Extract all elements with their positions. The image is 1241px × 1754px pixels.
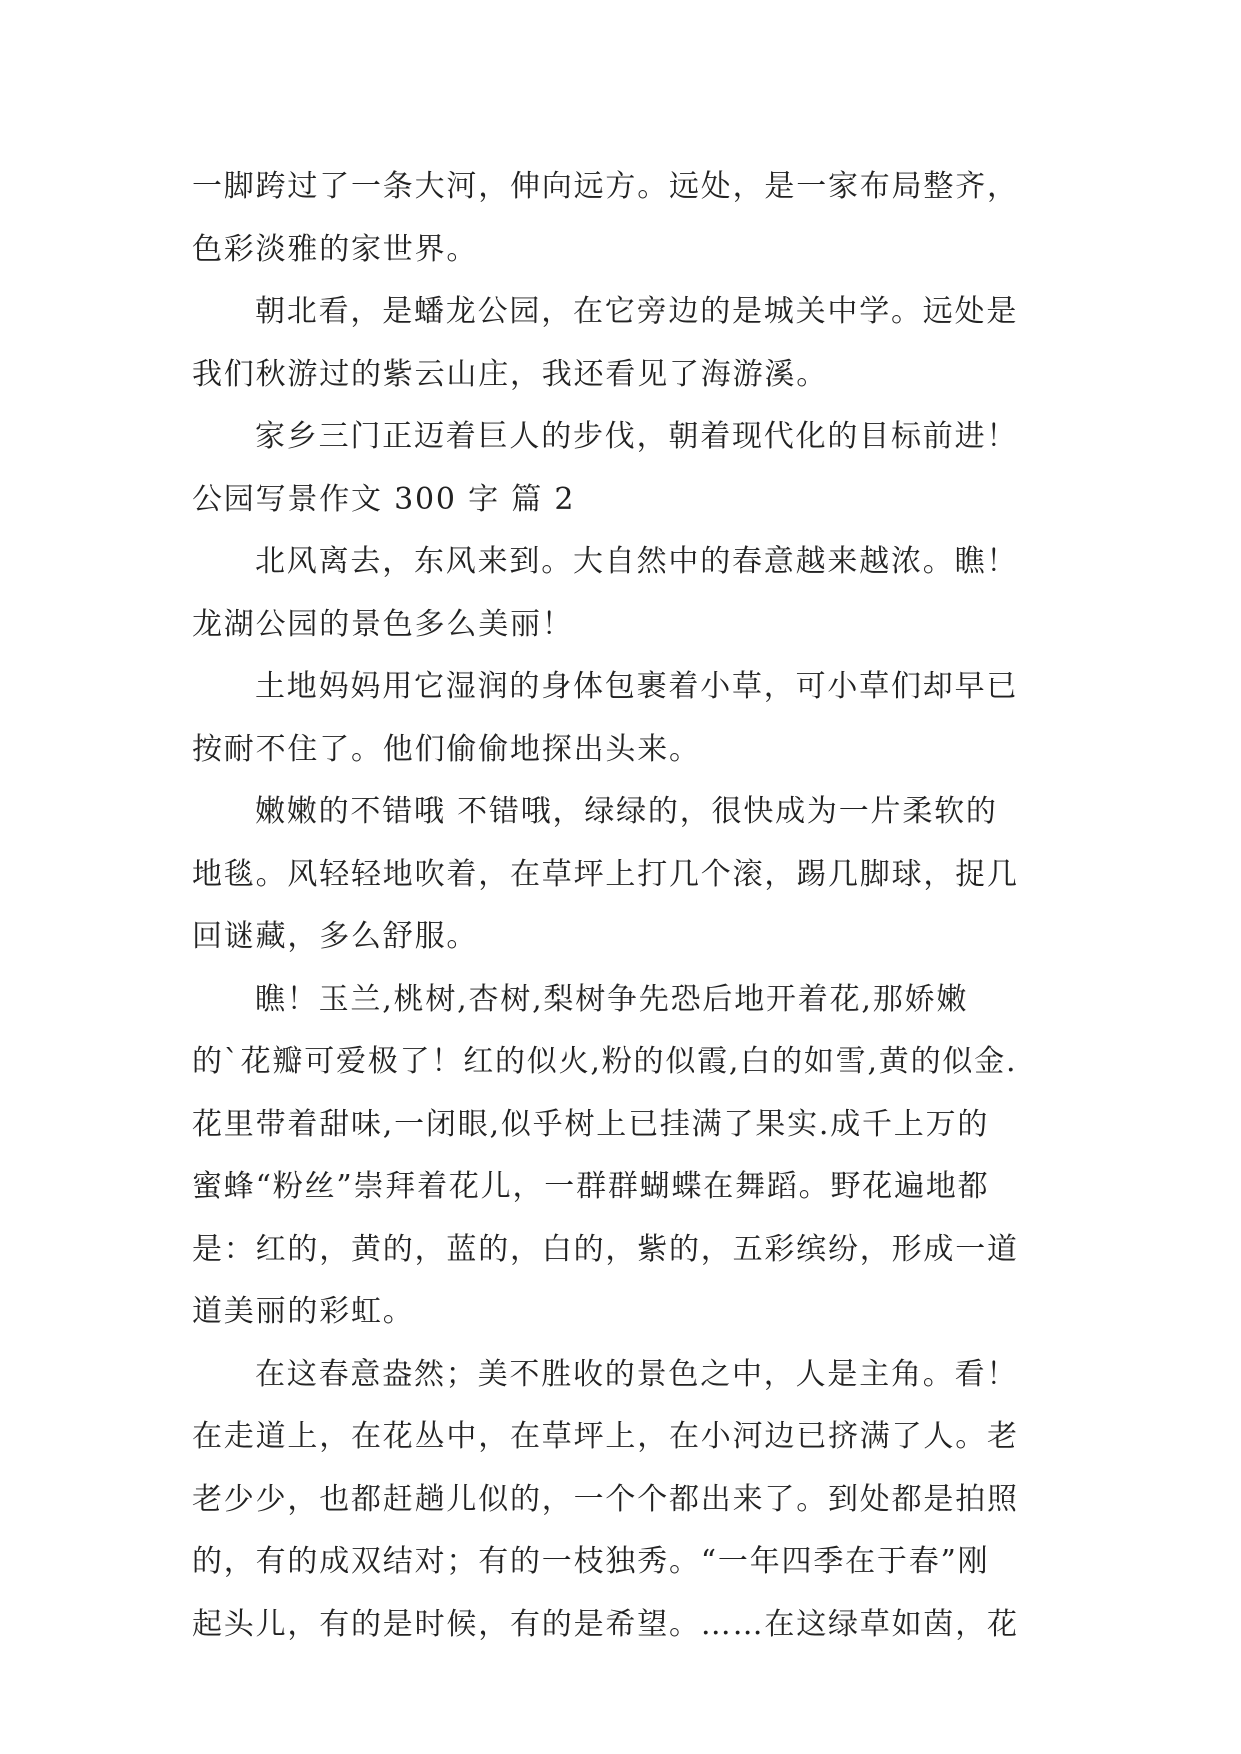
- text-line: 龙湖公园的景色多么美丽！: [192, 606, 574, 642]
- paragraph-first-line: 瞧！玉兰,桃树,杏树,梨树争先恐后地开着花,那娇嫩: [255, 981, 969, 1017]
- paragraph-first-line: 嫩嫩的不错哦 不错哦，绿绿的，很快成为一片柔软的: [255, 794, 998, 829]
- text-line: 老少少，也都赶趟儿似的，一个个都出来了。到处都是拍照: [192, 1481, 1019, 1517]
- text-line: 我们秋游过的紫云山庄，我还看见了海游溪。: [192, 356, 828, 392]
- text-line: 按耐不住了。他们偷偷地探出头来。: [192, 731, 701, 767]
- document-body: [192, 156, 1052, 1656]
- paragraph-first-line: 北风离去，东风来到。大自然中的春意越来越浓。瞧！: [255, 544, 1019, 579]
- text-line: 在走道上，在花丛中，在草坪上，在小河边已挤满了人。老: [192, 1419, 1019, 1454]
- text-line: 色彩淡雅的家世界。: [192, 231, 479, 267]
- text-line: 的，有的成双结对；有的一枝独秀。“一年四季在于春”刚: [192, 1544, 990, 1579]
- paragraph-first-line: 土地妈妈用它湿润的身体包裹着小草，可小草们却早已: [255, 669, 1019, 704]
- paragraph-first-line: 家乡三门正迈着巨人的步伐，朝着现代化的目标前进！: [255, 419, 1019, 454]
- text-line: 花里带着甜味,一闭眼,似乎树上已挂满了果实.成千上万的: [192, 1106, 990, 1142]
- text-line: 回谜藏，多么舒服。: [192, 919, 479, 954]
- text-line: 是：红的，黄的，蓝的，白的，紫的，五彩缤纷，形成一道: [192, 1231, 1019, 1267]
- paragraph-first-line: 在这春意盎然；美不胜收的景色之中，人是主角。看！: [255, 1356, 1019, 1392]
- text-line: 起头儿，有的是时候，有的是希望。……在这绿草如茵，花: [192, 1606, 1019, 1642]
- text-line: 道美丽的彩虹。: [192, 1294, 415, 1329]
- text-line: 一脚跨过了一条大河，伸向远方。远处，是一家布局整齐，: [192, 169, 1019, 204]
- text-line: 地毯。风轻轻地吹着，在草坪上打几个滚，踢几脚球，捉几: [192, 856, 1019, 892]
- text-line: 的`花瓣可爱极了！红的似火,粉的似霞,白的如雪,黄的似金.: [192, 1044, 1018, 1079]
- text-line: 蜜蜂“粉丝”崇拜着花儿，一群群蝴蝶在舞蹈。野花遍地都: [192, 1169, 990, 1204]
- section-heading: 公园写景作文 300 字 篇 2: [192, 481, 576, 517]
- paragraph-first-line: 朝北看，是蟠龙公园，在它旁边的是城关中学。远处是: [255, 294, 1019, 329]
